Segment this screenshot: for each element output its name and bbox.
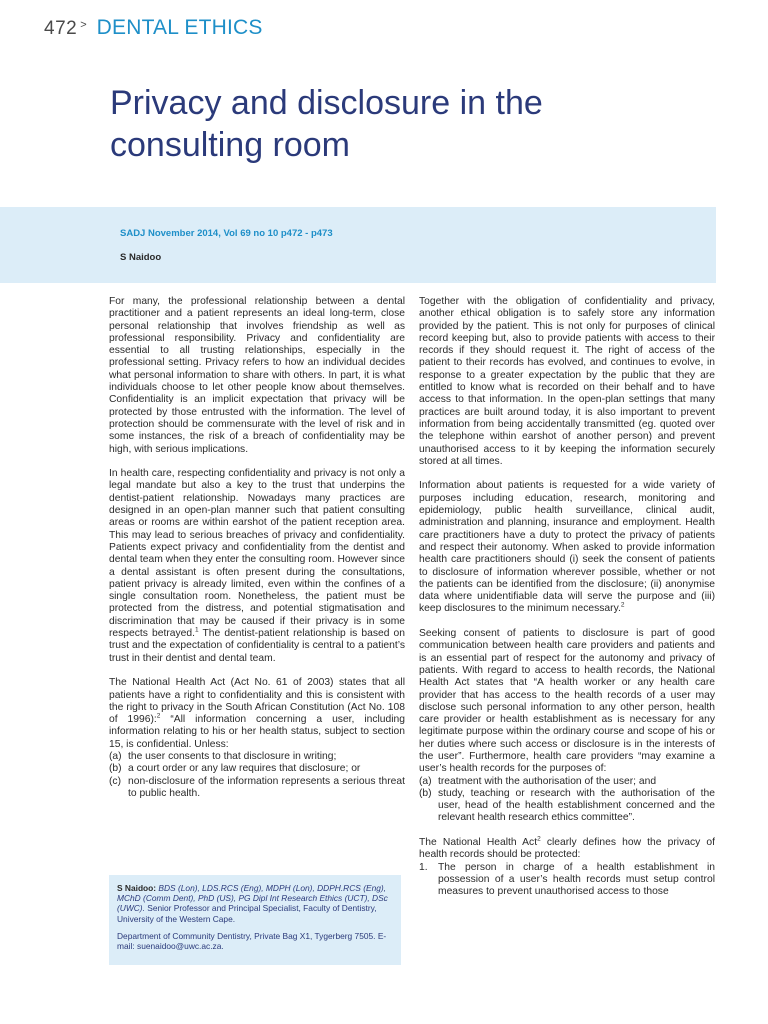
left-column — [109, 296, 405, 812]
body-paragraph: The National Health Act (Act No. 61 of 2003) states that all patients have a right to confidentiality and this is consistent with the right to privacy in the South African Constitution (Act No. 108 of 1996):$^2$ “All information concerning a user, including information relating to his or her health status, subject to section 15, is confidential. Unless: — [109, 677, 405, 750]
bio-address: Department of Community Dentistry, Private Bag X1, Tygerberg 7505. E-mail: suenaidoo@uwc.ac.za. — [117, 930, 387, 952]
body-paragraph: Together with the obligation of confidentiality and privacy, another ethical obligation is to safely store any information provided by the patient. This is not only for purposes of clinical record keeping but, also to provide patients with access to their records if they should request it. The right of access of the patient to their records has evolved, and continues to evolve, in response to a greater expectation by the public that they are entitled to know what is recorded on their behalf and to have access to that information. In the open-plan settings that many practices are built around today, it is also important to prevent information from being accidentally transmitted (eg. quoted over the telephone within earshot of another person) and prevent unauthorised access to it by keeping the information securely stored at all times. — [419, 296, 715, 467]
list-item: (b) study, teaching or research with the authorisation of the user, head of the health establishment concerned and the relevant health research ethics committee”. — [419, 787, 715, 824]
citation-band — [0, 207, 716, 283]
article-title: Privacy and disclosure in the consulting room — [110, 84, 543, 164]
right-column — [419, 296, 715, 911]
section-title: DENTAL ETHICS — [96, 16, 263, 39]
body-paragraph: In health care, respecting confidentiality and privacy is not only a legal mandate but also a key to the trust that underpins the dentist-patient relationship. Nowadays many practices are designed in an open-plan manner such that patient consulting areas or rooms are within earshot of the patient reception area. This may lead to serious breaches of privacy and confidentiality. Patients expect privacy and confidentiality from the dentist and dental team when they enter the consulting room. However since a dental assistant is often present during the consultations, patient privacy is already limited, even within the confines of a single consultation room. Nonetheless, the patient must be protected from the distress, and potential stigmatisation and discrimination that may be caused if their privacy is in some respects betrayed.$^1$ The dentist-patient relationship is based on trust and the expectation of confidentiality is central to a patient’s trust in their dentist and dental team. — [109, 468, 405, 664]
body-paragraph: Seeking consent of patients to disclosure is part of good communication between health care providers and patients and is an essential part of respect for the autonomy and privacy of patients. With regard to access to health records, the National Health Act states that “A health worker or any health care provider that has access to the health records of a user may disclose such personal information to any other person, health care provider or health establishment as is necessary for any legitimate purpose within the ordinary course and scope of his or her duties where such access or disclosure is in the interests of the user”. Furthermore, health care providers “may examine a user’s health records for the purposes of: — [419, 628, 715, 775]
body-paragraph: For many, the professional relationship between a dental practitioner and a patient represents an ideal long-term, close personal relationship that involves friendship as well as professional responsibility. Privacy and confidentiality are essential to all trusting relationships, especially in the professional setting. Privacy refers to how an individual decides what personal information to share with others. In part, it is what individuals choose to let other people know about themselves. Confidentiality is an implicit expectation that privacy will be protected by those entrusted with the information. The level of protection should be commensurate with the level of risk and in some instances, the risk of a breach of confidentiality may be high, with serious implications. — [109, 296, 405, 455]
protection-list — [419, 862, 715, 899]
body-paragraph: Information about patients is requested for a wide variety of purposes including education, research, monitoring and epidemiology, public health surveillance, clinical audit, administration and planning, insurance and employment. Health care practitioners have a duty to protect the privacy of patients and respect their autonomy. When asked to provide information health care practitioners should (i) seek the consent of patients to disclosure of information wherever possible, whether or not the patients can be identified from the disclosure; (ii) anonymise data where unidentifiable data will serve the purpose and (iii) keep disclosures to the minimum necessary.$^2$ — [419, 480, 715, 615]
reference-mark: 2 — [537, 835, 541, 843]
page-number: 472 — [44, 18, 78, 39]
list-item: 1. The person in charge of a health establishment in possession of a user’s health records must setup control measures to prevent unauthorised access to those — [419, 861, 715, 898]
bio-credentials: S Naidoo: BDS (Lon), LDS.RCS (Eng), MDPH (Lon), DDPH.RCS (Eng), MChD (Comm Dent), PhD (US), PG Dipl Int Research Ethics (UCT), DSc (UWC). Senior Professor and Principal Specialist, Faculty of Dentistry, University of the Western Cape. — [117, 883, 388, 924]
author-bio-box — [109, 875, 401, 965]
chevron-right-icon: > — [80, 19, 87, 31]
reference-mark: 2 — [156, 712, 161, 720]
author-name: S Naidoo — [120, 252, 162, 263]
body-paragraph: The National Health Act$^2$ clearly defines how the privacy of health records should be protected: — [419, 835, 716, 861]
citation-line: SADJ November 2014, Vol 69 no 10 p472 - p473 — [120, 228, 333, 239]
running-header — [44, 16, 263, 46]
list-item: (a) the user consents to that disclosure in writing; — [109, 750, 337, 762]
conditions-list — [109, 751, 405, 800]
list-item: (b) a court order or any law requires that disclosure; or — [109, 763, 361, 775]
reference-mark: 2 — [620, 602, 625, 609]
list-item: (a) treatment with the authorisation of the user; and — [419, 775, 657, 787]
list-item: (c) non-disclosure of the information represents a serious threat to public health. — [109, 775, 405, 799]
purposes-list — [419, 776, 715, 825]
reference-mark: 1 — [194, 626, 199, 634]
